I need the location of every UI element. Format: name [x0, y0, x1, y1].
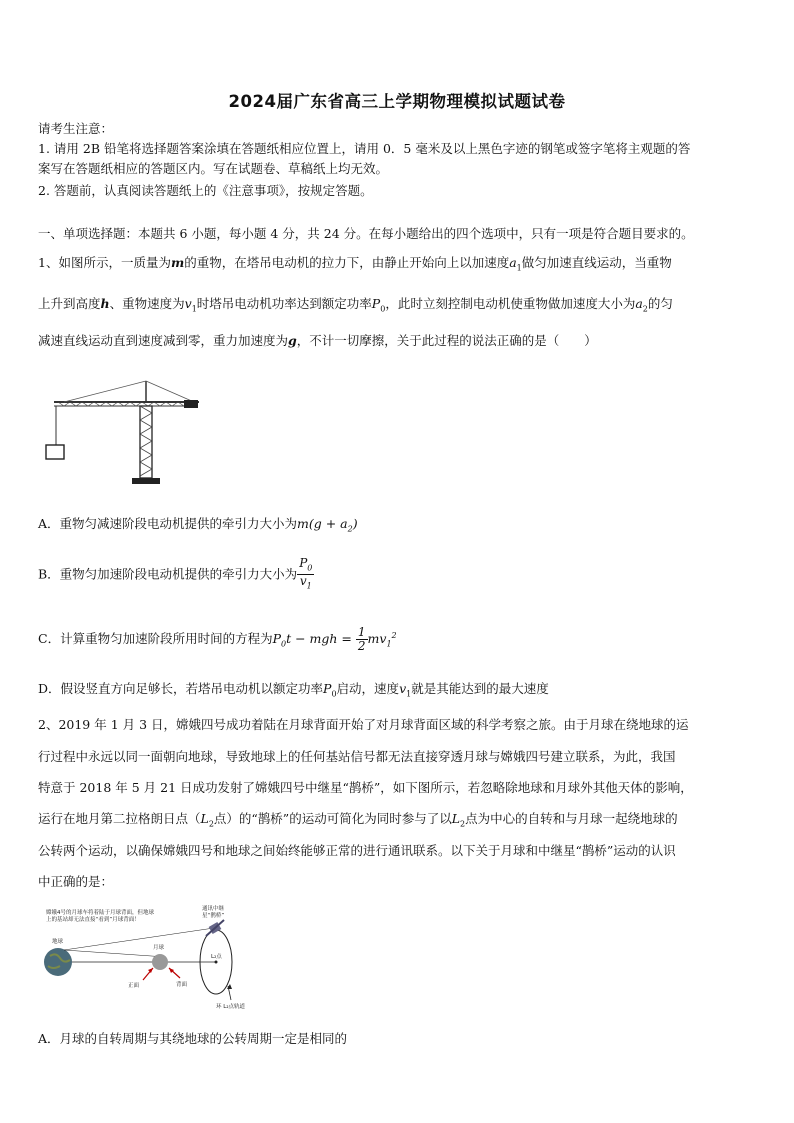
q1-option-b: B．重物匀加速阶段电动机提供的牵引力大小为 $\frac{P_0}{v_1}$ [38, 556, 313, 591]
section-heading: 一、单项选择题：本题共 6 小题，每小题 4 分，共 24 分。在每小题给出的四个选项中，只有一项是符合题目要求的。 [38, 226, 694, 241]
page-title: 2024届广东省高三上学期物理模拟试题试卷 [228, 92, 566, 111]
q2-line-3: 特意于 2018 年 5 月 21 日成功发射了嫦娥四号中继星“鹊桥”，如下图所示，若忽略除地球和月球外其他天体的影响， [38, 780, 693, 795]
notice-item-1: 1. 请用 2B 铅笔将选择题答案涂填在答题纸相应位置上，请用 0．5 毫米及以上黑色字迹的钢笔或签字笔将主观题的答 [38, 141, 691, 156]
notice-item-1-cont: 案写在答题纸相应的答题区内。写在试题卷、草稿纸上均无效。 [38, 161, 389, 176]
q1-line-2: 上升到高度h、重物速度为$v_1$时塔吊电动机功率达到额定功率$P_0$，此时立刻控制电动机使重物做加速度大小为$a_2$的匀 [38, 296, 673, 314]
relay-label-2: 星“鹊桥” [202, 913, 225, 919]
orbit-label: 环 L₂点轨道 [216, 1004, 246, 1010]
earth-moon-relay-diagram [38, 902, 260, 1012]
moon-icon [152, 954, 168, 970]
diagram-note-1: 嫦娥4号的月球车将着陆于月球背面，但地球 [46, 910, 155, 916]
diagram-note-2: 上的基站却无法直接“看到”月球背面！ [46, 917, 140, 923]
q1-line-3: 减速直线运动直到速度减到零，重力加速度为g，不计一切摩擦，关于此过程的说法正确的是（ ） [38, 333, 597, 348]
q2-line-2: 行过程中永远以同一面朝向地球，导致地球上的任何基站信号都无法直接穿透月球与嫦娥四号建立联系，为此，我国 [38, 749, 676, 764]
tower-crane-figure [44, 375, 214, 490]
front-label: 正面 [128, 983, 140, 989]
q1-line-1: 1、如图所示，一质量为m的重物，在塔吊电动机的拉力下，由静止开始向上以加速度$a_1$做匀加速直线运动，当重物 [38, 255, 672, 273]
q2-line-6: 中正确的是： [38, 874, 114, 889]
notice-item-2: 2. 答题前，认真阅读答题纸上的《注意事项》，按规定答题。 [38, 183, 373, 198]
q2-line-5: 公转两个运动，以确保嫦娥四号和地球之间始终能够正常的进行通讯联系。以下关于月球和中继星“鹊桥”运动的认识 [38, 843, 676, 858]
q2-line-1: 2、2019 年 1 月 3 日，嫦娥四号成功着陆在月球背面开始了对月球背面区域的科学考察之旅。由于月球在绕地球的运 [38, 717, 689, 732]
relay-label-1: 通讯中继 [202, 906, 225, 912]
l2-label: L₂点 [211, 954, 222, 960]
q2-option-a: A．月球的自转周期与其绕地球的公转周期一定是相同的 [38, 1031, 348, 1046]
q1-option-d: D．假设竖直方向足够长，若塔吊电动机以额定功率$P_0$启动，速度$v_1$就是其能达到的最大速度 [38, 681, 549, 699]
earth-label: 地球 [52, 939, 64, 945]
q1-option-a: A．重物匀减速阶段电动机提供的牵引力大小为$m(g + a_2)$ [38, 516, 358, 534]
back-label: 背面 [176, 982, 188, 988]
q1-option-c: C．计算重物匀加速阶段所用时间的方程为$P_0t$ − mgh = $\frac{1}{2}$ $mv_1^2$ [38, 625, 397, 654]
moon-label: 月球 [153, 945, 165, 951]
q2-line-4: 运行在地月第二拉格朗日点（$L_2$点）的“鹊桥”的运动可简化为同时参与了以$L_2$点为中心的自转和与月球一起绕地球的 [38, 811, 678, 829]
notice-heading: 请考生注意： [38, 121, 114, 136]
